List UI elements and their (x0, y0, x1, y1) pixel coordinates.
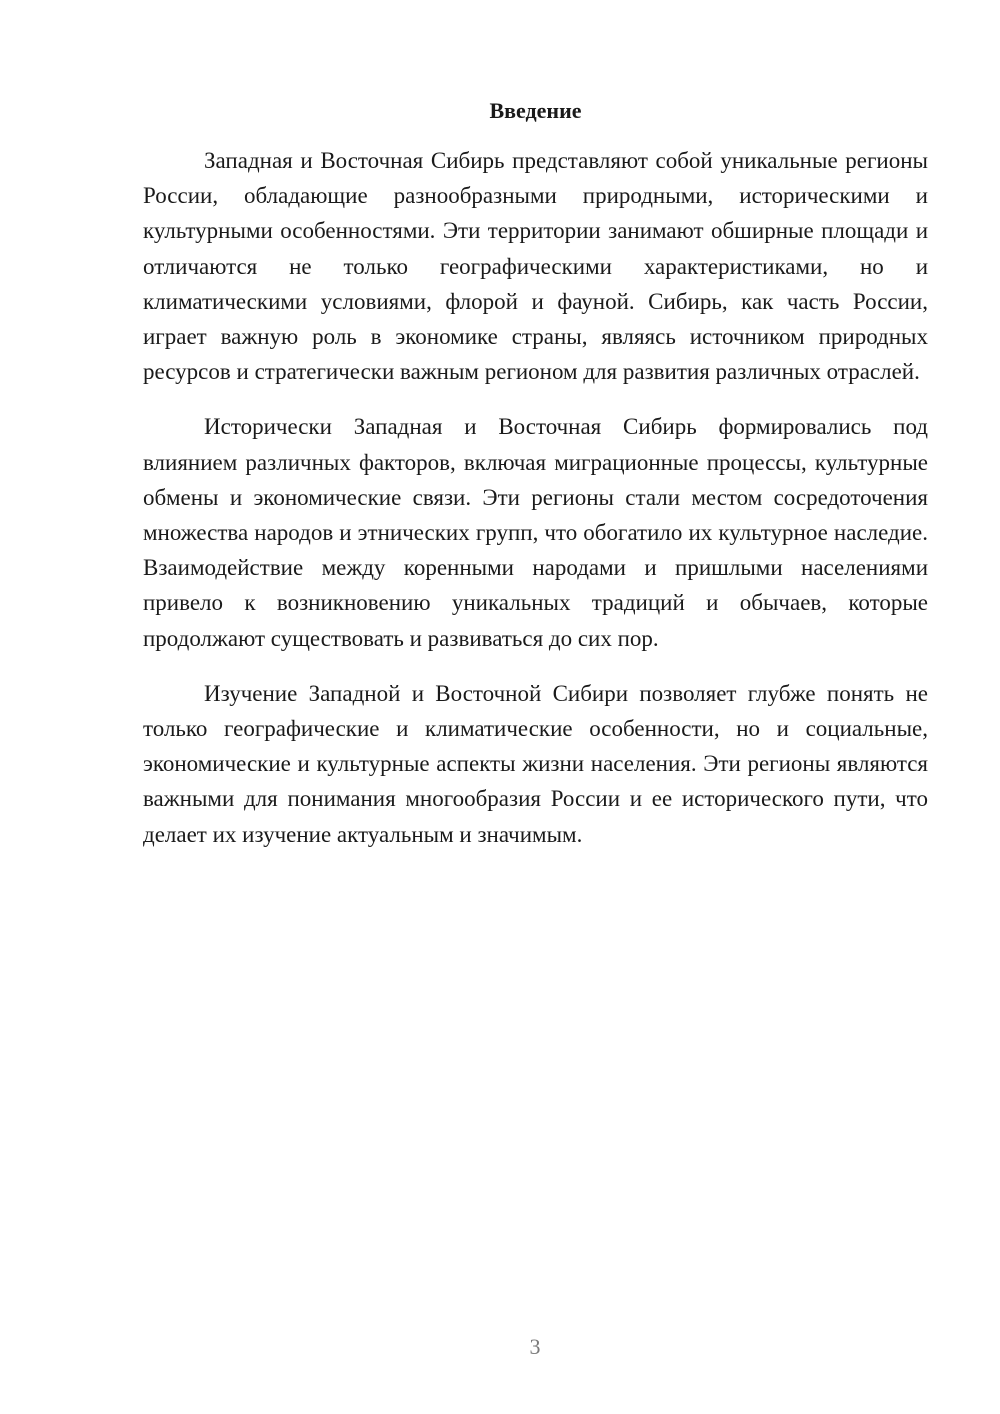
body-text (143, 143, 928, 852)
page-number: 3 (529, 1334, 541, 1359)
paragraph-1: Западная и Восточная Сибирь представляют собой уникальные регионы России, обладающие разнообразными природными, историческими и культурными особенностями. Эти территории занимают обширные площади и отличаются не только географическими характеристиками, но и климатическими условиями, флорой и фауной. Сибирь, как часть России, играет важную роль в экономике страны, являясь источником природных ресурсов и стратегически важным регионом для развития различных отраслей. (143, 148, 928, 385)
paragraph-2: Исторически Западная и Восточная Сибирь формировались под влиянием различных факторов, включая миграционные процессы, культурные обмены и экономические связи. Эти регионы стали местом сосредоточения множества народов и этнических групп, что обогатило их культурное наследие. Взаимодействие между коренными народами и пришлыми населениями привело к возникновению уникальных традиций и обычаев, которые продолжают существовать и развиваться до сих пор. (143, 414, 928, 651)
paragraph-3: Изучение Западной и Восточной Сибири позволяет глубже понять не только географические и климатические особенности, но и социальные, экономические и культурные аспекты жизни населения. Эти регионы являются важными для понимания многообразия России и ее исторического пути, что делает их изучение актуальным и значимым. (143, 680, 928, 847)
section-title: Введение (489, 98, 582, 123)
